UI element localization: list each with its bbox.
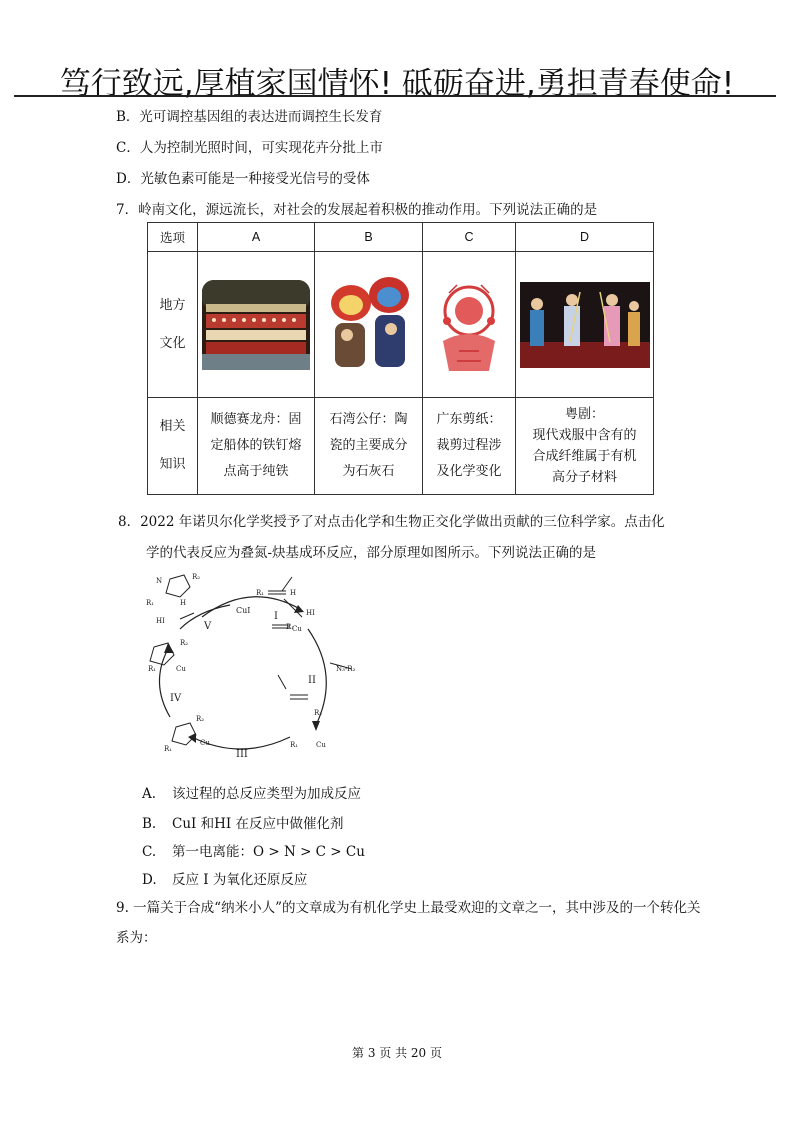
click-chemistry-cycle-diagram xyxy=(140,565,380,765)
svg-text:IV: IV xyxy=(170,693,182,704)
option-d-cell: 粤剧： 现代戏服中含有的 合成纤维属于有机 高分子材料 xyxy=(516,398,654,495)
option-a-cell: 顺德赛龙舟：固 定船体的铁钉熔 点高于纯铁 xyxy=(198,398,315,495)
q8-choice-c: C. 第一电离能：O > N > C > Cu xyxy=(142,844,365,860)
shiwan-figurine-image xyxy=(315,252,423,398)
q8-choice-b: B. CuI 和HI 在反应中做催化剂 xyxy=(142,816,344,832)
svg-text:Cu: Cu xyxy=(292,625,302,633)
table-header-cell: D xyxy=(516,223,654,252)
svg-text:Cu: Cu xyxy=(316,741,326,749)
q6-option-c: C．人为控制光照时间，可实现花卉分批上市 xyxy=(116,140,383,156)
svg-text:Cu: Cu xyxy=(200,739,210,747)
svg-text:I: I xyxy=(274,611,278,622)
svg-text:R₁: R₁ xyxy=(290,741,299,749)
svg-text:R₁: R₁ xyxy=(148,665,157,673)
table-header-cell: C xyxy=(423,223,516,252)
q6-option-b: B．光可调控基因组的表达进而调控生长发育 xyxy=(116,109,383,125)
svg-text:R₁: R₁ xyxy=(146,599,155,607)
q6-option-d: D．光敏色素可能是一种接受光信号的受体 xyxy=(116,171,370,187)
cantonese-opera-image xyxy=(516,252,654,398)
paper-cut-image xyxy=(423,252,516,398)
svg-text:N: N xyxy=(156,577,163,585)
row-label-culture: 地方 文化 xyxy=(148,252,198,398)
page-footer: 第 3 页 共 20 页 xyxy=(352,1046,442,1060)
banner-divider xyxy=(14,95,776,97)
svg-text:III: III xyxy=(236,749,248,760)
svg-text:R₂: R₂ xyxy=(314,709,323,717)
svg-text:Cu: Cu xyxy=(176,665,186,673)
svg-text:HI: HI xyxy=(306,609,315,617)
svg-text:R₂: R₂ xyxy=(196,715,205,723)
table-header-cell: A xyxy=(198,223,315,252)
option-c-cell: 广东剪纸： 裁剪过程涉 及化学变化 xyxy=(423,398,516,495)
q9-stem-line1: 9. 一篇关于合成“纳米小人”的文章成为有机化学史上最受欢迎的文章之一，其中涉及的一个转化关 xyxy=(116,900,701,916)
svg-text:II: II xyxy=(308,675,316,686)
motto-banner: 笃行致远,厚植家国情怀! 砥砺奋进,勇担青春使命! xyxy=(59,66,735,102)
option-b-cell: 石湾公仔：陶 瓷的主要成分 为石灰石 xyxy=(315,398,423,495)
q8-choice-a: A. 该过程的总反应类型为加成反应 xyxy=(142,786,361,802)
q7-options-table xyxy=(147,222,654,495)
row-label-knowledge: 相关 知识 xyxy=(148,398,198,495)
dragon-boat-image xyxy=(198,252,315,398)
svg-text:H: H xyxy=(180,599,187,607)
svg-text:V: V xyxy=(204,621,212,632)
svg-text:R₁: R₁ xyxy=(256,589,265,597)
svg-text:R₂: R₂ xyxy=(192,573,201,581)
q8-stem-line1: 8．2022 年诺贝尔化学奖授予了对点击化学和生物正交化学做出贡献的三位科学家。点击化 xyxy=(118,514,665,530)
svg-text:R₁: R₁ xyxy=(286,623,295,631)
svg-text:CuI: CuI xyxy=(236,606,251,615)
table-header-cell: 选项 xyxy=(148,223,198,252)
q8-choice-d: D. 反应 I 为氧化还原反应 xyxy=(142,872,308,888)
q8-stem-line2: 学的代表反应为叠氮-炔基成环反应，部分原理如图所示。下列说法正确的是 xyxy=(146,545,597,561)
svg-text:R₂: R₂ xyxy=(180,639,189,647)
svg-text:H: H xyxy=(290,589,297,597)
svg-text:N₃-R₂: N₃-R₂ xyxy=(336,665,356,673)
table-header-cell: B xyxy=(315,223,423,252)
svg-text:R₁: R₁ xyxy=(164,745,173,753)
svg-text:HI: HI xyxy=(156,617,165,625)
q9-stem-line2: 系为： xyxy=(116,930,157,946)
q7-stem: 7．岭南文化，源远流长，对社会的发展起着积极的推动作用。下列说法正确的是 xyxy=(116,202,598,218)
